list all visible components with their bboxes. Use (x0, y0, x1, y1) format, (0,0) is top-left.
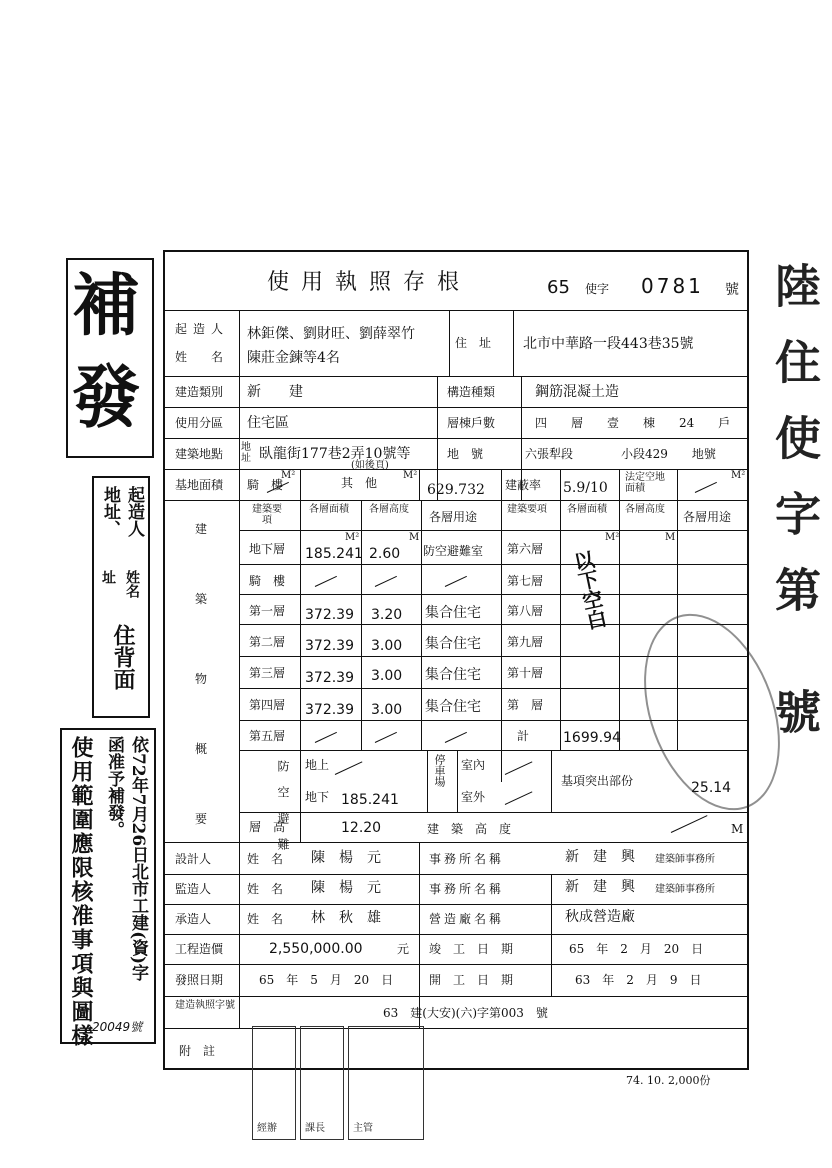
parking-outdoor-label: 室外 (461, 790, 486, 804)
designer-office-label: 事務所名稱 (429, 852, 505, 866)
form-title: 使用執照存根 (267, 270, 472, 295)
approval-note-number: 20049號 (92, 1020, 143, 1034)
side-char-1: 建 (195, 522, 208, 536)
floor-use: 集合住宅 (425, 636, 481, 652)
issue-label: 發照日期 (175, 973, 224, 987)
coverage-value: 5.9/10 (563, 480, 608, 496)
other-unit: M² (403, 470, 418, 481)
hdr-left-height: 各層高度 (369, 504, 409, 515)
handwritten-blank-note: 以下空白 (568, 548, 610, 632)
floor-use: 集合住宅 (425, 667, 481, 683)
designer-office-suffix: 建築師事務所 (655, 854, 715, 865)
floor-height: 2.60 (369, 546, 401, 562)
building-summary-side-label (195, 512, 215, 842)
open-space-unit: M² (731, 470, 746, 481)
floor-name: 第五層 (249, 729, 286, 743)
contractor-name-label: 姓 名 (247, 912, 284, 926)
floor-name: 第二層 (249, 635, 286, 649)
designer-office: 新 建 興 (565, 849, 635, 865)
supplement-stamp (66, 258, 154, 458)
hdr-right-use: 各層用途 (683, 510, 732, 524)
parking-label: 停車場 (433, 754, 446, 787)
permit-number: 0781 (641, 274, 704, 298)
floor-use: 集合住宅 (425, 699, 481, 715)
height-unit-r1: M (665, 532, 676, 543)
floor-area: 372.39 (305, 638, 354, 654)
address-stamp-col4: 址 (100, 570, 116, 584)
misc-value: 25.14 (691, 780, 732, 796)
hdr-left-use: 各層用途 (429, 510, 478, 524)
permit-year: 65 (547, 277, 570, 298)
hdr-right-area: 各層面積 (567, 504, 607, 515)
floor-name: 騎 樓 (249, 574, 286, 588)
building-height-unit: M (731, 822, 744, 836)
total-label: 計 (517, 729, 530, 743)
lot-value: 六張犁段 小段429 地號 (525, 447, 716, 461)
cost-value: 2,550,000.00 (269, 941, 363, 957)
address-stamp-col3: 姓名 (124, 570, 140, 598)
open-space-label: 法定空地面積 (625, 472, 665, 494)
approval-note-col2: 函准予補發。 (104, 736, 124, 838)
applicant-address-stamp (92, 476, 150, 718)
side-char-3: 物 (195, 672, 208, 686)
building-height-label: 建 築 高 度 (427, 822, 512, 836)
supervisor-name-label: 姓 名 (247, 882, 284, 896)
floor-6-name: 第六層 (507, 542, 544, 556)
shelter-below-label: 地下 (305, 790, 330, 804)
other-value: 629.732 (427, 482, 485, 498)
arcade-label: 騎 樓 (247, 478, 284, 492)
side-char-4: 概 (195, 742, 208, 756)
designer-name: 陳 楊 元 (311, 850, 381, 866)
shelter-above-label: 地上 (305, 758, 330, 772)
arcade-unit: M² (281, 470, 296, 481)
section-chief-seal-box (300, 1026, 344, 1140)
lot-label: 地 號 (447, 447, 484, 461)
handler-seal-box (252, 1026, 296, 1140)
start-label: 開 工 日 期 (429, 973, 514, 987)
floor-height: 3.00 (371, 668, 403, 684)
site-annotation: (如後頁) (351, 460, 389, 471)
completion-value: 65 年 2 月 20 日 (569, 942, 704, 956)
address-value: 北市中華路一段443巷35號 (523, 336, 694, 352)
contractor-firm-label: 營造廠名稱 (429, 912, 505, 926)
issue-value: 65 年 5 月 20 日 (259, 973, 394, 987)
supervisor-office-suffix: 建築師事務所 (655, 884, 715, 895)
floor-area: 185.241 (305, 546, 363, 562)
floor-name: 第三層 (249, 666, 286, 680)
director-label: 主管 (353, 1123, 373, 1134)
supplement-stamp-char2: 發 (72, 358, 141, 438)
floor-height: 3.00 (371, 638, 403, 654)
area-label: 基地面積 (175, 478, 224, 492)
completion-label: 竣 工 日 期 (429, 942, 514, 956)
site-label: 建築地點 (175, 447, 224, 461)
floor-use: 集合住宅 (425, 605, 481, 621)
side-char-5: 要 (195, 812, 208, 826)
supplement-stamp-char1: 補 (72, 266, 141, 346)
structure-value: 鋼筋混凝土造 (535, 384, 619, 400)
address-stamp-note: 住背面 (110, 624, 136, 690)
applicant-names-line2: 陳莊金鍊等4名 (247, 350, 340, 366)
contractor-label: 承造人 (175, 912, 212, 926)
applicant-names-line1: 林鉅傑、劉財旺、劉薛翠竹 (247, 326, 415, 342)
floor-9-name: 第九層 (507, 635, 544, 649)
floor-area: 372.39 (305, 607, 354, 623)
zone-label: 使用分區 (175, 416, 224, 430)
floor-name: 第四層 (249, 698, 286, 712)
start-value: 63 年 2 月 9 日 (575, 973, 702, 987)
supervisor-name: 陳 楊 元 (311, 880, 381, 896)
permit-value: 63 建(大安)(六)字第003 號 (383, 1006, 548, 1020)
misc-label: 基項突出部份 (561, 774, 634, 788)
hdr-right-height: 各層高度 (625, 504, 665, 515)
notes-label: 附 註 (179, 1044, 216, 1058)
height-unit-basement: M (409, 532, 420, 543)
approval-note-col3: 使用範圍應限核准事項與圖樣 (68, 736, 94, 1048)
applicant-label2: 姓 名 (175, 350, 224, 364)
address-stamp-col2: 地址、 (100, 486, 120, 537)
floor-height: 3.20 (371, 607, 403, 623)
print-info: 74. 10. 2,000份 (626, 1074, 711, 1087)
handler-label: 經辦 (257, 1123, 277, 1134)
designer-name-label: 姓 名 (247, 852, 284, 866)
floor-height-value: 12.20 (341, 820, 382, 836)
section-chief-label: 課長 (305, 1123, 325, 1134)
address-label: 住 址 (455, 336, 492, 350)
total-area: 1699.94 (563, 730, 621, 746)
area-unit-r1: M² (605, 532, 620, 543)
hdr-right-item: 建築要項 (507, 504, 547, 515)
floor-area: 372.39 (305, 702, 354, 718)
designer-label: 設計人 (175, 852, 212, 866)
cost-unit: 元 (397, 942, 410, 956)
shelter-label: 防空避難 (276, 760, 290, 864)
right-margin-text: 陸住使字第 號 (768, 262, 822, 765)
permit-prefix: 使字 (585, 282, 610, 296)
other-label: 其 他 (341, 476, 378, 490)
site-value: 臥龍街177巷2弄10號等 (259, 446, 411, 462)
cost-label: 工程造價 (175, 942, 224, 956)
building-type-label: 建造類別 (175, 385, 224, 399)
supervisor-office: 新 建 興 (565, 879, 635, 895)
hdr-left-area: 各層面積 (309, 504, 349, 515)
supervisor-label: 監造人 (175, 882, 212, 896)
director-seal-box (348, 1026, 424, 1140)
parking-indoor-label: 室內 (461, 758, 486, 772)
floor-7-name: 第七層 (507, 574, 544, 588)
structure-label: 構造種類 (447, 385, 496, 399)
approval-note-col1: 依72年7月26日北市工建(資)字 (128, 736, 148, 982)
floors-value: 四 層 壹 棟 24 戶 (535, 416, 731, 430)
coverage-label: 建蔽率 (505, 478, 542, 492)
hdr-left-item: 建築要項 (252, 504, 282, 526)
floor-area: 372.39 (305, 670, 354, 686)
supervisor-office-label: 事務所名稱 (429, 882, 505, 896)
floor-x-name: 第 層 (507, 698, 544, 712)
floor-height-label: 層 高 (249, 820, 286, 834)
contractor-firm: 秋成營造廠 (565, 909, 635, 925)
floor-name: 地下層 (249, 542, 286, 556)
area-unit-basement: M² (345, 532, 360, 543)
floor-height: 3.00 (371, 702, 403, 718)
floors-label: 層棟戶數 (447, 416, 496, 430)
floor-use: 防空避難室 (423, 544, 484, 558)
floor-8-name: 第八層 (507, 604, 544, 618)
shelter-below-value: 185.241 (341, 792, 399, 808)
zone-value: 住宅區 (247, 415, 289, 431)
floor-name: 第一層 (249, 604, 286, 618)
contractor-name: 林 秋 雄 (311, 910, 381, 926)
permit-label: 建造執照字號 (175, 1000, 235, 1011)
permit-suffix: 號 (725, 282, 739, 298)
building-type-value: 新 建 (247, 384, 303, 400)
floor-10-name: 第十層 (507, 666, 544, 680)
approval-note-stamp (60, 728, 156, 1048)
address-stamp-col1: 起造人 (124, 486, 144, 537)
applicant-label1: 起造人 (175, 322, 230, 336)
side-char-2: 築 (195, 592, 208, 606)
site-sublabel: 地址 (241, 442, 251, 464)
